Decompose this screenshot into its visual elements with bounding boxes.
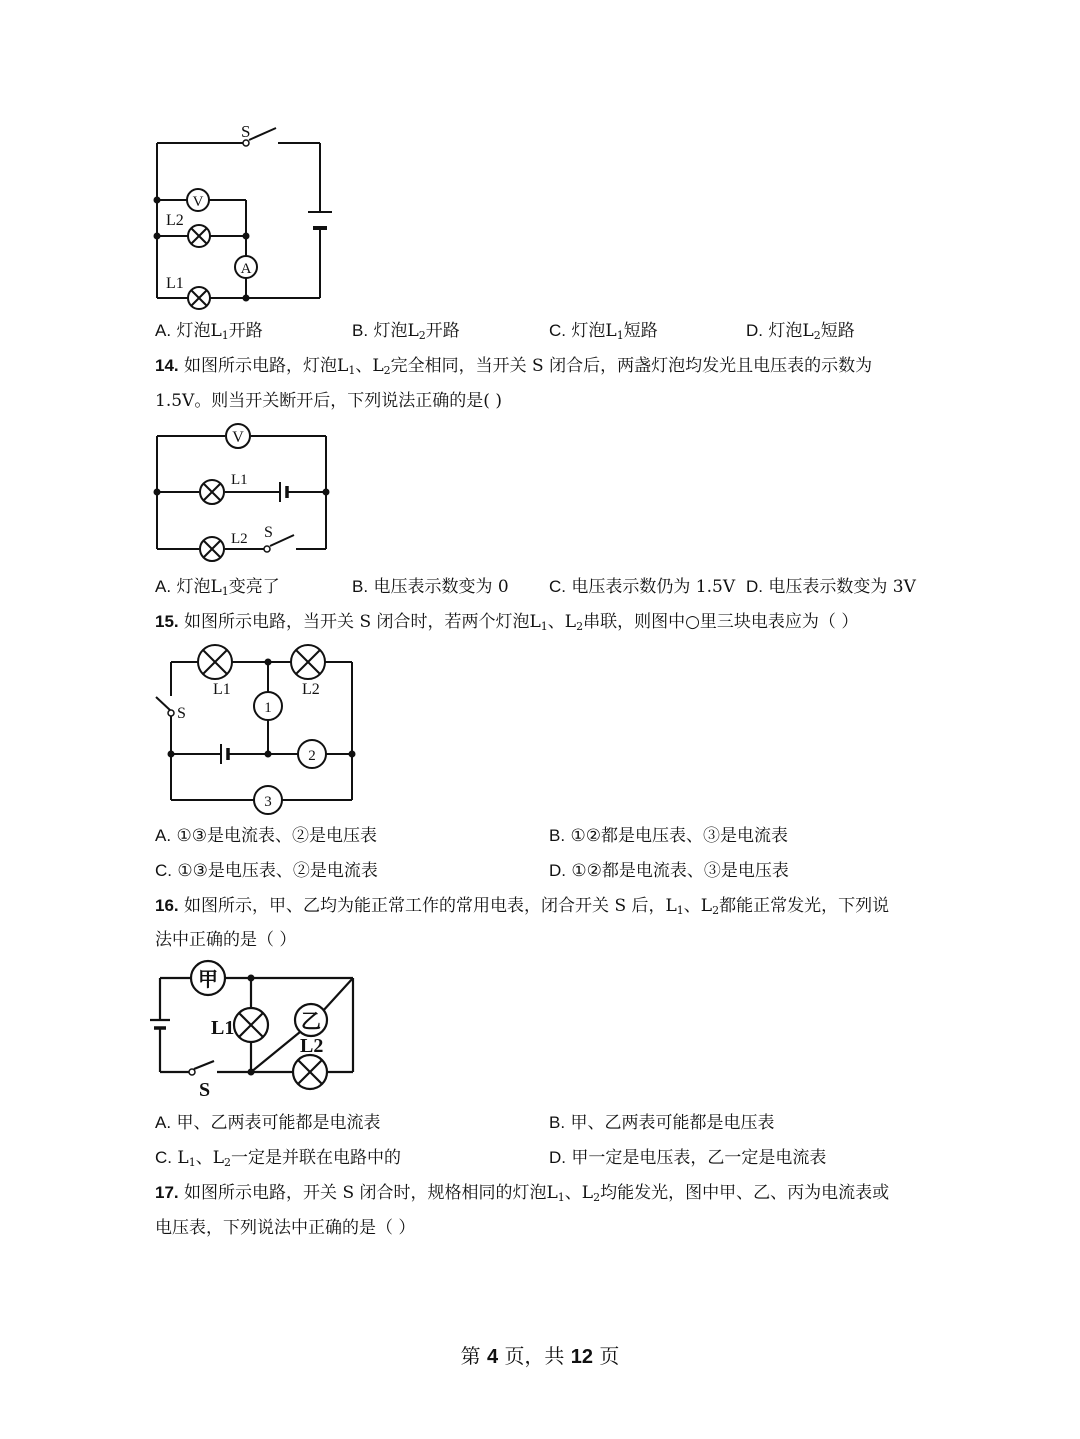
q16-option-b: B. 甲、乙两表可能都是电压表: [549, 1113, 775, 1133]
q16-option-a: A. 甲、乙两表可能都是电流表: [155, 1113, 381, 1133]
q14-stem-line1: 14. 如图所示电路，灯泡$L_1$、$L_2$完全相同，当开关 S 闭合后，两盏灯泡均发光且电压表的示数为: [155, 356, 873, 377]
q13-ammeter-label: A: [240, 261, 252, 277]
q15-option-c: C. ①③是电压表、②是电流表: [155, 861, 378, 881]
q17-stem-line2: 电压表，下列说法中正确的是（ ）: [155, 1218, 416, 1238]
q15-option-a: A. ①③是电流表、②是电压表: [155, 826, 377, 846]
q14-option-a: A. 灯泡$L_1$变亮了: [155, 577, 280, 598]
q14-voltmeter-label: V: [232, 429, 244, 446]
q14-lamp2-label: L2: [231, 531, 248, 547]
current-page-number: 4: [486, 1346, 499, 1368]
q14-option-b: B. 电压表示数变为 0: [352, 577, 509, 597]
q17-stem-line1: 17. 如图所示电路，开关 S 闭合时，规格相同的灯泡$L_1$、$L_2$均能发光，图中甲、乙、丙为电流表或: [155, 1183, 890, 1204]
q13-lamp1-label: L1: [166, 275, 184, 292]
q13-lamp2-label: L2: [166, 212, 184, 229]
q16-lamp-l1: [234, 1008, 268, 1042]
q15-meter-2-label: 2: [308, 748, 316, 764]
q15-option-b: B. ①②都是电压表、③是电流表: [549, 826, 788, 846]
q14-option-d: D. 电压表示数变为 3V: [746, 577, 916, 597]
q15-lamp1-label: L1: [213, 681, 231, 698]
q16-switch-label: S: [199, 1079, 211, 1101]
q16-meter-yi-label: 乙: [301, 1011, 321, 1033]
q13-option-b: B. 灯泡$L_2$开路: [352, 321, 460, 342]
q15-meter-3-label: 3: [264, 794, 272, 810]
q16-lamp2-label: L2: [300, 1035, 324, 1057]
q16-lamp-l2: [293, 1055, 327, 1089]
q14-switch-label: S: [264, 524, 273, 541]
q14-option-c: C. 电压表示数仍为 1.5V: [549, 577, 736, 597]
q16-meter-yi: [295, 1004, 327, 1036]
q13-option-d: D. 灯泡$L_2$短路: [746, 321, 855, 342]
q15-option-d: D. ①②都是电流表、③是电压表: [549, 861, 789, 881]
q15-lamp2-label: L2: [302, 681, 320, 698]
q16-lamp1-label: L1: [211, 1017, 235, 1039]
q16-stem-line2: 法中正确的是（ ）: [155, 930, 297, 950]
q13-option-c: C. 灯泡$L_1$短路: [549, 321, 658, 342]
q13-switch-label: S: [241, 122, 251, 141]
q16-meter-jia-label: 甲: [198, 969, 218, 991]
q13-option-a: A. 灯泡$L_1$开路: [155, 321, 263, 342]
page-footer: 第 4 页，共 12 页: [460, 1344, 620, 1368]
q15-switch-label: S: [177, 705, 186, 722]
q15-stem: 15. 如图所示电路，当开关 S 闭合时，若两个灯泡$L_1$、$L_2$串联，则图中○里三块电表应为（ ）: [155, 612, 859, 633]
q15-meter-1-label: 1: [264, 700, 272, 716]
total-page-number: 12: [570, 1346, 594, 1368]
q16-meter-jia: [191, 961, 225, 995]
q16-option-c: C. $L_1$、$L_2$一定是并联在电路中的: [155, 1148, 401, 1169]
q16-stem-line1: 16. 如图所示，甲、乙均为能正常工作的常用电表，闭合开关 S 后，$L_1$、$L_2$都能正常发光，下列说: [155, 896, 890, 917]
q13-voltmeter-label: V: [192, 194, 204, 210]
q14-stem-line2: 1.5V。则当开关断开后，下列说法正确的是( ): [155, 391, 502, 411]
q16-option-d: D. 甲一定是电压表，乙一定是电流表: [549, 1148, 827, 1168]
q14-lamp1-label: L1: [231, 472, 248, 488]
